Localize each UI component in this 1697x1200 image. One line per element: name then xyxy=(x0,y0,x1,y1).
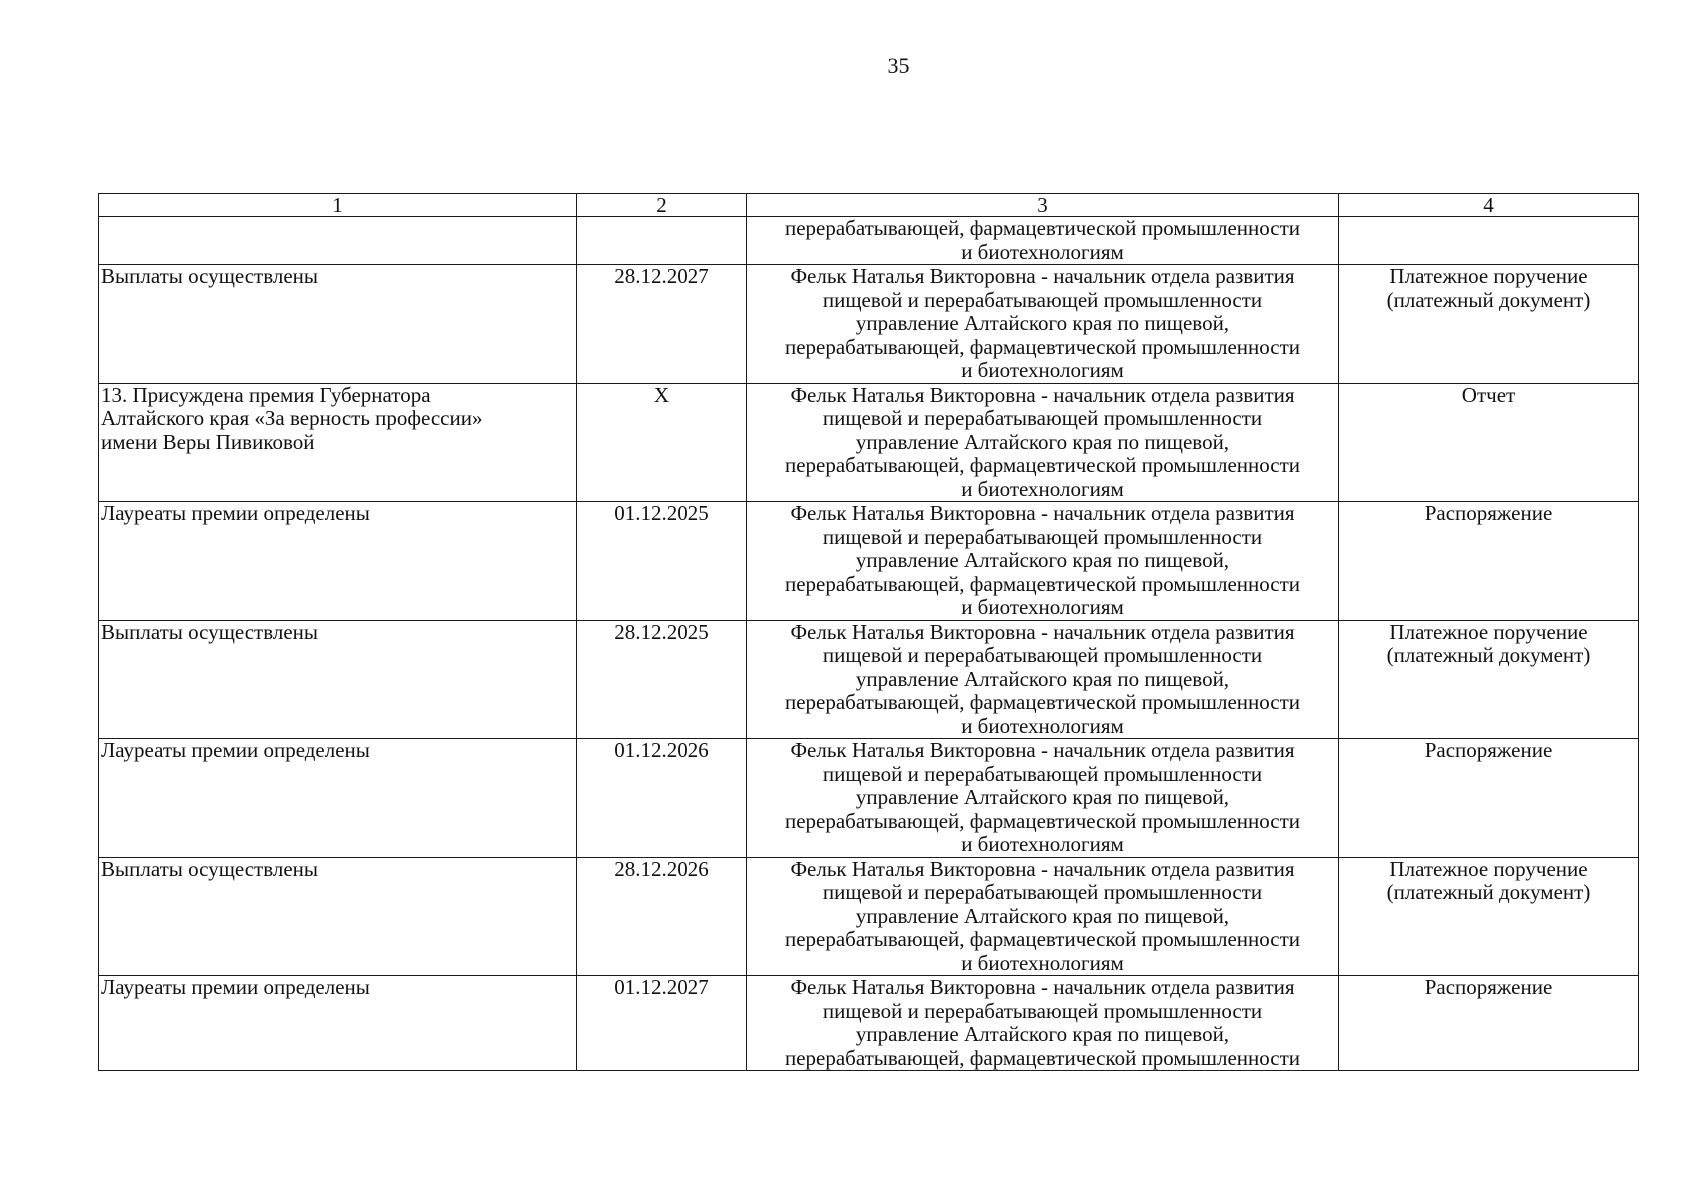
event-cell xyxy=(99,620,577,739)
document-text-line: (платежный документ) xyxy=(1386,643,1591,667)
responsible-cell xyxy=(747,217,1339,265)
responsible-text-line: пищевой и перерабатывающей промышленности xyxy=(822,998,1263,1023)
table-row xyxy=(99,265,1639,384)
table-row xyxy=(99,620,1639,739)
document-cell xyxy=(1339,383,1639,502)
table-row xyxy=(99,383,1639,502)
event-text-line: Выплаты осуществлены xyxy=(101,264,319,288)
responsible-text-line: пищевой и перерабатывающей промышленности xyxy=(822,880,1263,904)
column-header-2: 2 xyxy=(577,194,747,217)
responsible-text-line: перерабатывающей, фармацевтической промышленности xyxy=(784,334,1301,359)
column-header-1: 1 xyxy=(99,194,577,217)
table-row xyxy=(99,502,1639,621)
document-text-line: Распоряжение xyxy=(1424,975,1553,999)
responsible-text-line: и биотехнологиям xyxy=(961,595,1124,619)
responsible-text-line: и биотехнологиям xyxy=(961,239,1124,264)
responsible-cell xyxy=(747,857,1339,976)
responsible-text-line: перерабатывающей, фармацевтической промышленности xyxy=(784,690,1301,714)
responsible-text-line: перерабатывающей, фармацевтической промышленности xyxy=(784,808,1301,833)
date-cell: 01.12.2027 xyxy=(577,976,747,1071)
document-cell xyxy=(1339,739,1639,858)
date-cell: 28.12.2026 xyxy=(577,857,747,976)
table-row xyxy=(99,857,1639,976)
table-header xyxy=(99,194,1639,217)
responsible-text-line: перерабатывающей, фармацевтической промышленности xyxy=(784,1045,1301,1070)
responsible-text-line: пищевой и перерабатывающей промышленности xyxy=(822,761,1263,786)
date-cell: 01.12.2026 xyxy=(577,739,747,858)
event-cell xyxy=(99,217,577,265)
responsible-text-line: Фельк Наталья Викторовна - начальник отдела развития xyxy=(790,738,1295,762)
document-cell xyxy=(1339,502,1639,621)
document-text-line: Платежное поручение xyxy=(1389,857,1588,881)
responsible-text-line: Фельк Наталья Викторовна - начальник отдела развития xyxy=(790,620,1295,644)
responsible-text-line: и биотехнологиям xyxy=(961,476,1124,501)
responsible-text-line: управление Алтайского края по пищевой, xyxy=(855,429,1230,454)
event-cell xyxy=(99,383,577,502)
plan-table xyxy=(98,193,1639,1071)
event-cell xyxy=(99,739,577,858)
responsible-text-line: пищевой и перерабатывающей промышленности xyxy=(822,287,1263,312)
document-text-line: Распоряжение xyxy=(1424,501,1553,525)
event-text-line: Алтайского края «За верность профессии» xyxy=(101,406,483,430)
event-text-line: Лауреаты премии определены xyxy=(101,975,370,999)
date-cell: X xyxy=(577,383,747,502)
column-header-3: 3 xyxy=(747,194,1339,217)
responsible-text-line: перерабатывающей, фармацевтической промышленности xyxy=(784,571,1301,596)
responsible-text-line: Фельк Наталья Викторовна - начальник отдела развития xyxy=(790,975,1295,999)
event-cell xyxy=(99,857,577,976)
header-row xyxy=(99,194,1639,217)
responsible-cell xyxy=(747,976,1339,1071)
responsible-text-line: и биотехнологиям xyxy=(961,950,1124,975)
responsible-text-line: управление Алтайского края по пищевой, xyxy=(855,1022,1230,1046)
date-cell xyxy=(577,217,747,265)
responsible-text-line: управление Алтайского края по пищевой, xyxy=(855,666,1230,691)
document-cell xyxy=(1339,620,1639,739)
event-text-line: Выплаты осуществлены xyxy=(101,620,319,644)
document-text-line: Платежное поручение xyxy=(1389,620,1588,644)
responsible-text-line: Фельк Наталья Викторовна - начальник отдела развития xyxy=(790,383,1295,407)
responsible-cell xyxy=(747,383,1339,502)
responsible-cell xyxy=(747,265,1339,384)
column-header-4: 4 xyxy=(1339,194,1639,217)
document-text-line: Платежное поручение xyxy=(1389,264,1588,288)
responsible-text-line: и биотехнологиям xyxy=(961,358,1124,382)
document-cell xyxy=(1339,217,1639,265)
event-text-line: 13. Присуждена премия Губернатора xyxy=(101,383,431,407)
event-cell xyxy=(99,265,577,384)
responsible-text-line: пищевой и перерабатывающей промышленности xyxy=(822,643,1263,667)
responsible-cell xyxy=(747,620,1339,739)
responsible-text-line: управление Алтайского края по пищевой, xyxy=(855,903,1230,928)
responsible-text-line: и биотехнологиям xyxy=(961,832,1124,856)
table-row xyxy=(99,217,1639,265)
date-cell: 28.12.2025 xyxy=(577,620,747,739)
date-cell: 28.12.2027 xyxy=(577,265,747,384)
responsible-text-line: Фельк Наталья Викторовна - начальник отдела развития xyxy=(790,501,1295,525)
responsible-text-line: управление Алтайского края по пищевой, xyxy=(855,785,1230,809)
responsible-text-line: и биотехнологиям xyxy=(961,713,1124,738)
event-text-line: Выплаты осуществлены xyxy=(101,857,319,881)
responsible-text-line: пищевой и перерабатывающей промышленности xyxy=(822,406,1263,430)
page-number: 35 xyxy=(887,53,910,78)
document-cell xyxy=(1339,976,1639,1071)
event-text-line: имени Веры Пивиковой xyxy=(101,429,315,454)
document-text-line: (платежный документ) xyxy=(1386,287,1591,312)
responsible-text-line: перерабатывающей, фармацевтической промышленности xyxy=(784,927,1301,951)
responsible-text-line: перерабатывающей, фармацевтической промышленности xyxy=(784,216,1301,240)
table-row xyxy=(99,976,1639,1071)
table-row xyxy=(99,739,1639,858)
date-cell: 01.12.2025 xyxy=(577,502,747,621)
event-cell xyxy=(99,976,577,1071)
responsible-text-line: управление Алтайского края по пищевой, xyxy=(855,311,1230,335)
document-cell xyxy=(1339,265,1639,384)
document-text-line: Распоряжение xyxy=(1424,738,1553,762)
event-text-line: Лауреаты премии определены xyxy=(101,738,370,762)
responsible-text-line: Фельк Наталья Викторовна - начальник отдела развития xyxy=(790,857,1295,881)
responsible-text-line: пищевой и перерабатывающей промышленности xyxy=(822,524,1263,549)
event-text-line: Лауреаты премии определены xyxy=(101,501,370,525)
document-cell xyxy=(1339,857,1639,976)
responsible-text-line: перерабатывающей, фармацевтической промышленности xyxy=(784,453,1301,477)
responsible-cell xyxy=(747,739,1339,858)
document-text-line: (платежный документ) xyxy=(1386,880,1591,904)
responsible-cell xyxy=(747,502,1339,621)
responsible-text-line: Фельк Наталья Викторовна - начальник отдела развития xyxy=(790,264,1295,288)
event-cell xyxy=(99,502,577,621)
responsible-text-line: управление Алтайского края по пищевой, xyxy=(855,548,1230,572)
table-body xyxy=(99,217,1639,1071)
document-text-line: Отчет xyxy=(1461,383,1516,407)
